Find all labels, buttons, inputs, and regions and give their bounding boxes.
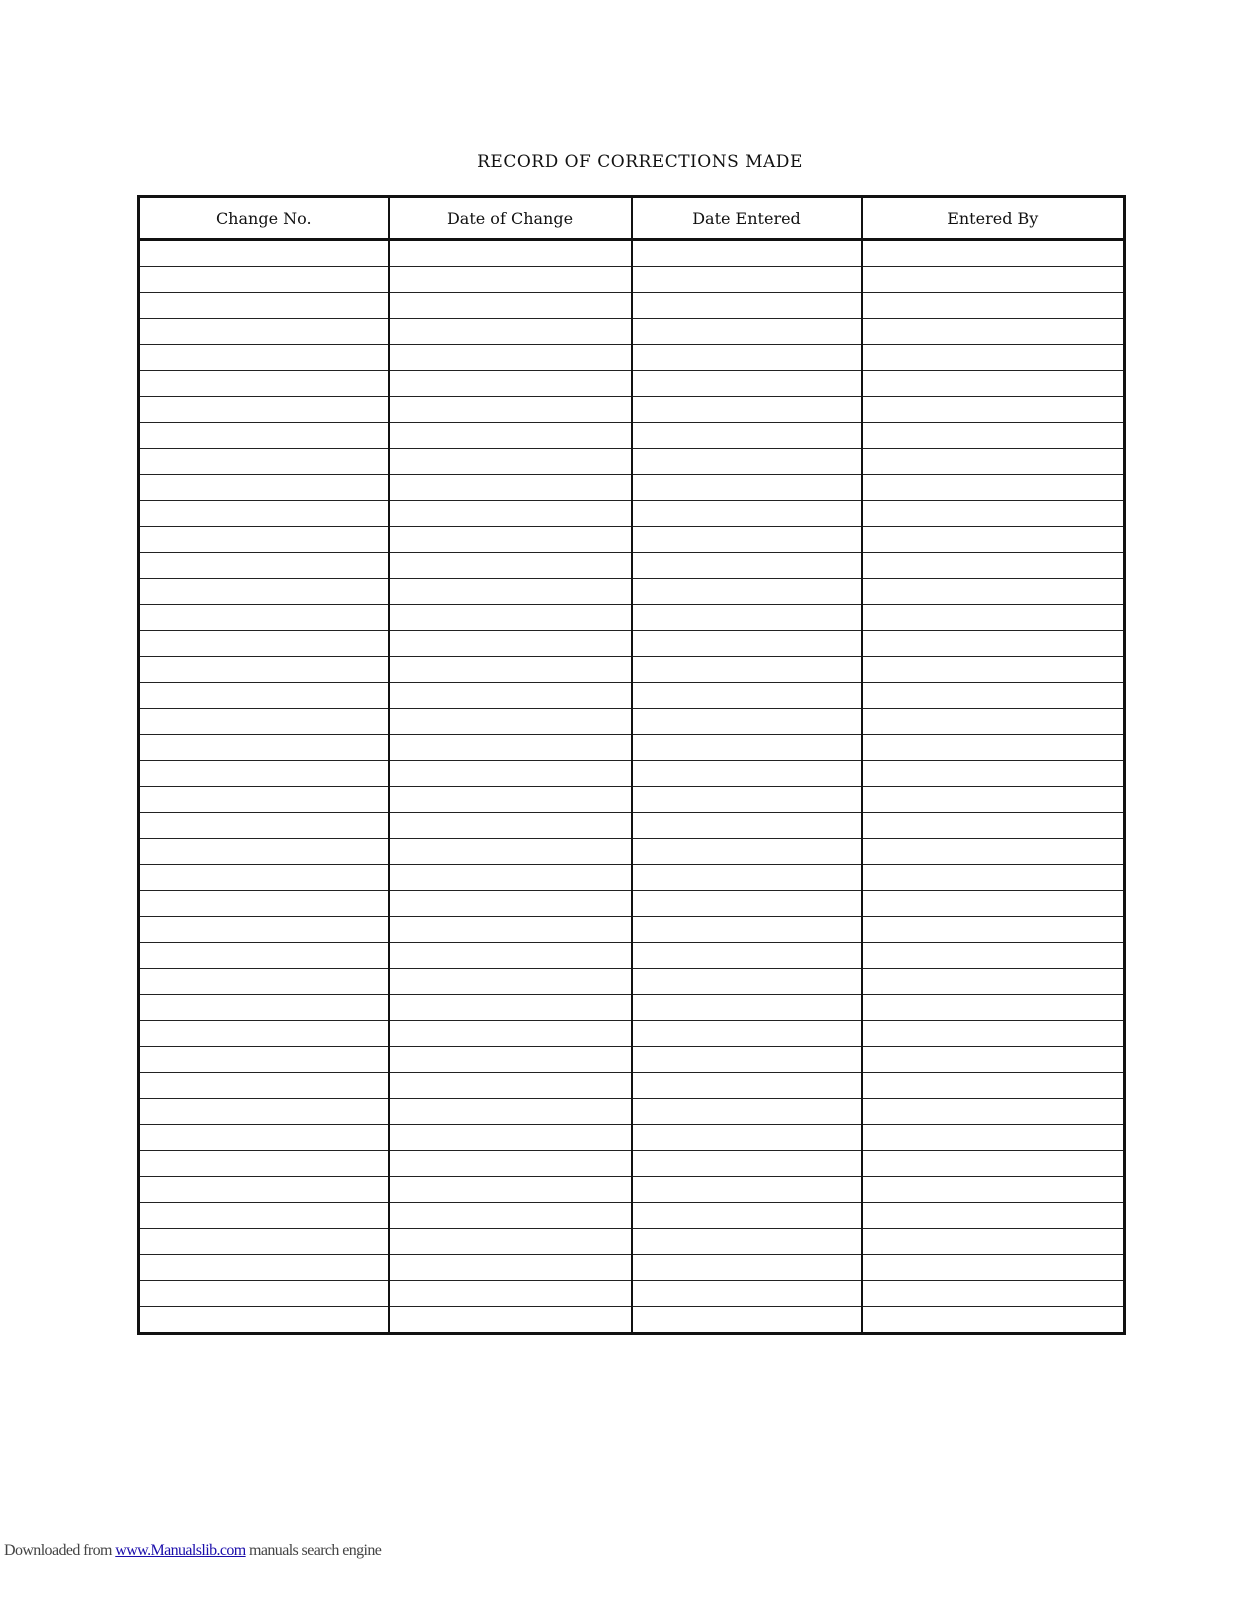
- table-cell: [139, 761, 389, 787]
- manualslib-link[interactable]: www.Manualslib.com: [115, 1542, 246, 1559]
- table-cell: [139, 449, 389, 475]
- table-cell: [632, 1255, 862, 1281]
- table-row: [139, 1307, 1125, 1334]
- table-cell: [389, 527, 632, 553]
- table-cell: [139, 293, 389, 319]
- table-cell: [862, 397, 1125, 423]
- table-cell: [862, 1255, 1125, 1281]
- table-cell: [389, 267, 632, 293]
- table-cell: [862, 865, 1125, 891]
- table-cell: [632, 319, 862, 345]
- table-row: [139, 657, 1125, 683]
- header-date-entered: Date Entered: [632, 197, 862, 240]
- table-row: [139, 1203, 1125, 1229]
- table-cell: [862, 995, 1125, 1021]
- table-cell: [389, 1125, 632, 1151]
- table-cell: [139, 787, 389, 813]
- table-cell: [862, 1203, 1125, 1229]
- table-row: [139, 1047, 1125, 1073]
- table-cell: [139, 1281, 389, 1307]
- table-cell: [389, 1151, 632, 1177]
- table-row: [139, 631, 1125, 657]
- table-row: [139, 475, 1125, 501]
- table-cell: [862, 475, 1125, 501]
- table-cell: [389, 709, 632, 735]
- table-cell: [389, 917, 632, 943]
- table-cell: [389, 579, 632, 605]
- table-cell: [389, 839, 632, 865]
- table-row: [139, 839, 1125, 865]
- table-cell: [139, 917, 389, 943]
- table-row: [139, 423, 1125, 449]
- table-row: [139, 240, 1125, 267]
- table-cell: [632, 631, 862, 657]
- header-change-no: Change No.: [139, 197, 389, 240]
- table-cell: [862, 605, 1125, 631]
- table-cell: [862, 1099, 1125, 1125]
- table-cell: [139, 1073, 389, 1099]
- table-cell: [139, 969, 389, 995]
- table-cell: [139, 1229, 389, 1255]
- table-row: [139, 1021, 1125, 1047]
- table-cell: [389, 553, 632, 579]
- table-cell: [389, 787, 632, 813]
- table-cell: [139, 1125, 389, 1151]
- table-cell: [389, 1047, 632, 1073]
- table-cell: [632, 1307, 862, 1334]
- table-cell: [862, 761, 1125, 787]
- table-cell: [862, 1281, 1125, 1307]
- table-cell: [139, 579, 389, 605]
- table-cell: [389, 371, 632, 397]
- table-cell: [862, 813, 1125, 839]
- table-cell: [632, 1177, 862, 1203]
- table-cell: [862, 1229, 1125, 1255]
- table-cell: [862, 267, 1125, 293]
- table-cell: [632, 657, 862, 683]
- table-row: [139, 501, 1125, 527]
- table-cell: [632, 891, 862, 917]
- table-cell: [632, 293, 862, 319]
- table-cell: [862, 1151, 1125, 1177]
- table-row: [139, 891, 1125, 917]
- table-header-row: [139, 197, 1125, 240]
- table-row: [139, 371, 1125, 397]
- table-cell: [139, 553, 389, 579]
- table-cell: [862, 917, 1125, 943]
- table-cell: [632, 761, 862, 787]
- table-row: [139, 345, 1125, 371]
- table-cell: [139, 1255, 389, 1281]
- table-cell: [389, 1177, 632, 1203]
- table-row: [139, 943, 1125, 969]
- table-cell: [389, 865, 632, 891]
- table-cell: [632, 267, 862, 293]
- table-cell: [389, 1281, 632, 1307]
- table-row: [139, 735, 1125, 761]
- table-cell: [632, 1047, 862, 1073]
- table-cell: [632, 553, 862, 579]
- table-row: [139, 319, 1125, 345]
- table-cell: [139, 527, 389, 553]
- table-cell: [389, 943, 632, 969]
- table-cell: [632, 865, 862, 891]
- table-cell: [862, 631, 1125, 657]
- table-row: [139, 397, 1125, 423]
- table-row: [139, 293, 1125, 319]
- table-cell: [862, 527, 1125, 553]
- table-row: [139, 1177, 1125, 1203]
- table-cell: [862, 839, 1125, 865]
- table-cell: [862, 683, 1125, 709]
- table-cell: [139, 501, 389, 527]
- table-row: [139, 917, 1125, 943]
- table-cell: [862, 891, 1125, 917]
- table-row: [139, 1229, 1125, 1255]
- table-cell: [389, 891, 632, 917]
- table-cell: [389, 319, 632, 345]
- table-cell: [389, 995, 632, 1021]
- table-cell: [139, 631, 389, 657]
- table-cell: [632, 501, 862, 527]
- table-cell: [632, 423, 862, 449]
- table-cell: [139, 813, 389, 839]
- table-cell: [632, 683, 862, 709]
- table-cell: [862, 1021, 1125, 1047]
- table-cell: [139, 1203, 389, 1229]
- table-cell: [862, 501, 1125, 527]
- table-cell: [389, 501, 632, 527]
- table-cell: [139, 735, 389, 761]
- table-cell: [862, 371, 1125, 397]
- table-row: [139, 1255, 1125, 1281]
- table-cell: [862, 1125, 1125, 1151]
- footer: [4, 1542, 381, 1560]
- corrections-table: [137, 195, 1126, 1335]
- table-cell: [632, 1229, 862, 1255]
- table-cell: [389, 605, 632, 631]
- table-cell: [389, 1307, 632, 1334]
- table-row: [139, 995, 1125, 1021]
- table-cell: [862, 293, 1125, 319]
- table-cell: [632, 839, 862, 865]
- table-cell: [139, 475, 389, 501]
- table-cell: [632, 787, 862, 813]
- table-cell: [139, 605, 389, 631]
- table-cell: [389, 683, 632, 709]
- table-cell: [632, 1125, 862, 1151]
- table-cell: [139, 423, 389, 449]
- table-cell: [139, 1307, 389, 1334]
- table-cell: [139, 1099, 389, 1125]
- table-cell: [139, 865, 389, 891]
- table-cell: [862, 579, 1125, 605]
- table-cell: [632, 397, 862, 423]
- table-row: [139, 709, 1125, 735]
- table-cell: [632, 475, 862, 501]
- table-cell: [862, 735, 1125, 761]
- table-cell: [139, 345, 389, 371]
- table-cell: [139, 397, 389, 423]
- table-cell: [389, 1099, 632, 1125]
- table-cell: [862, 943, 1125, 969]
- table-cell: [389, 761, 632, 787]
- table-cell: [389, 345, 632, 371]
- table-cell: [632, 579, 862, 605]
- table-cell: [632, 371, 862, 397]
- table-row: [139, 761, 1125, 787]
- table-cell: [389, 397, 632, 423]
- table-row: [139, 787, 1125, 813]
- table-row: [139, 813, 1125, 839]
- table-cell: [139, 1151, 389, 1177]
- table-cell: [389, 1021, 632, 1047]
- table-cell: [139, 995, 389, 1021]
- table-cell: [862, 319, 1125, 345]
- table-cell: [139, 1021, 389, 1047]
- table-cell: [632, 709, 862, 735]
- table-cell: [389, 813, 632, 839]
- table-cell: [632, 995, 862, 1021]
- table-cell: [632, 345, 862, 371]
- table-cell: [862, 969, 1125, 995]
- table-row: [139, 553, 1125, 579]
- table-cell: [139, 1047, 389, 1073]
- table-cell: [632, 1021, 862, 1047]
- table-cell: [389, 735, 632, 761]
- table-row: [139, 527, 1125, 553]
- table-cell: [139, 319, 389, 345]
- table-cell: [862, 345, 1125, 371]
- table-cell: [632, 605, 862, 631]
- table-cell: [139, 1177, 389, 1203]
- table-row: [139, 969, 1125, 995]
- table-row: [139, 1281, 1125, 1307]
- table-cell: [632, 735, 862, 761]
- table-cell: [862, 449, 1125, 475]
- table-cell: [139, 709, 389, 735]
- table-cell: [632, 240, 862, 267]
- table-cell: [862, 787, 1125, 813]
- table-cell: [139, 683, 389, 709]
- table-cell: [862, 1177, 1125, 1203]
- table-cell: [389, 293, 632, 319]
- table-cell: [862, 1073, 1125, 1099]
- table-cell: [389, 969, 632, 995]
- table-cell: [862, 423, 1125, 449]
- table-cell: [389, 1255, 632, 1281]
- table-cell: [632, 1099, 862, 1125]
- table-cell: [139, 657, 389, 683]
- table-row: [139, 683, 1125, 709]
- table-cell: [389, 423, 632, 449]
- header-entered-by: Entered By: [862, 197, 1125, 240]
- table-cell: [139, 943, 389, 969]
- table-row: [139, 579, 1125, 605]
- table-cell: [862, 657, 1125, 683]
- table-cell: [389, 475, 632, 501]
- table-cell: [139, 371, 389, 397]
- table-cell: [632, 1151, 862, 1177]
- table-cell: [632, 449, 862, 475]
- table-cell: [632, 813, 862, 839]
- table-cell: [389, 1073, 632, 1099]
- table-row: [139, 267, 1125, 293]
- footer-prefix: Downloaded from: [4, 1542, 116, 1559]
- table-cell: [632, 527, 862, 553]
- table-cell: [862, 553, 1125, 579]
- table-cell: [632, 969, 862, 995]
- table-cell: [389, 449, 632, 475]
- page-title: RECORD OF CORRECTIONS MADE: [477, 152, 803, 172]
- table-cell: [139, 240, 389, 267]
- table-cell: [389, 631, 632, 657]
- table-row: [139, 1125, 1125, 1151]
- table-cell: [862, 1047, 1125, 1073]
- table-cell: [139, 891, 389, 917]
- table-cell: [632, 1203, 862, 1229]
- table-cell: [389, 1203, 632, 1229]
- table-cell: [632, 1073, 862, 1099]
- table-cell: [632, 1281, 862, 1307]
- table-cell: [632, 917, 862, 943]
- table-cell: [862, 1307, 1125, 1334]
- table-row: [139, 1073, 1125, 1099]
- table-cell: [389, 240, 632, 267]
- table-row: [139, 449, 1125, 475]
- table-cell: [389, 657, 632, 683]
- table-row: [139, 865, 1125, 891]
- table-row: [139, 1151, 1125, 1177]
- table-cell: [632, 943, 862, 969]
- table-cell: [139, 839, 389, 865]
- header-date-of-change: Date of Change: [389, 197, 632, 240]
- table-cell: [862, 240, 1125, 267]
- table-cell: [389, 1229, 632, 1255]
- table-cell: [862, 709, 1125, 735]
- table-body: [139, 240, 1125, 1334]
- table-row: [139, 1099, 1125, 1125]
- table-cell: [139, 267, 389, 293]
- footer-suffix: manuals search engine: [245, 1542, 382, 1559]
- table-row: [139, 605, 1125, 631]
